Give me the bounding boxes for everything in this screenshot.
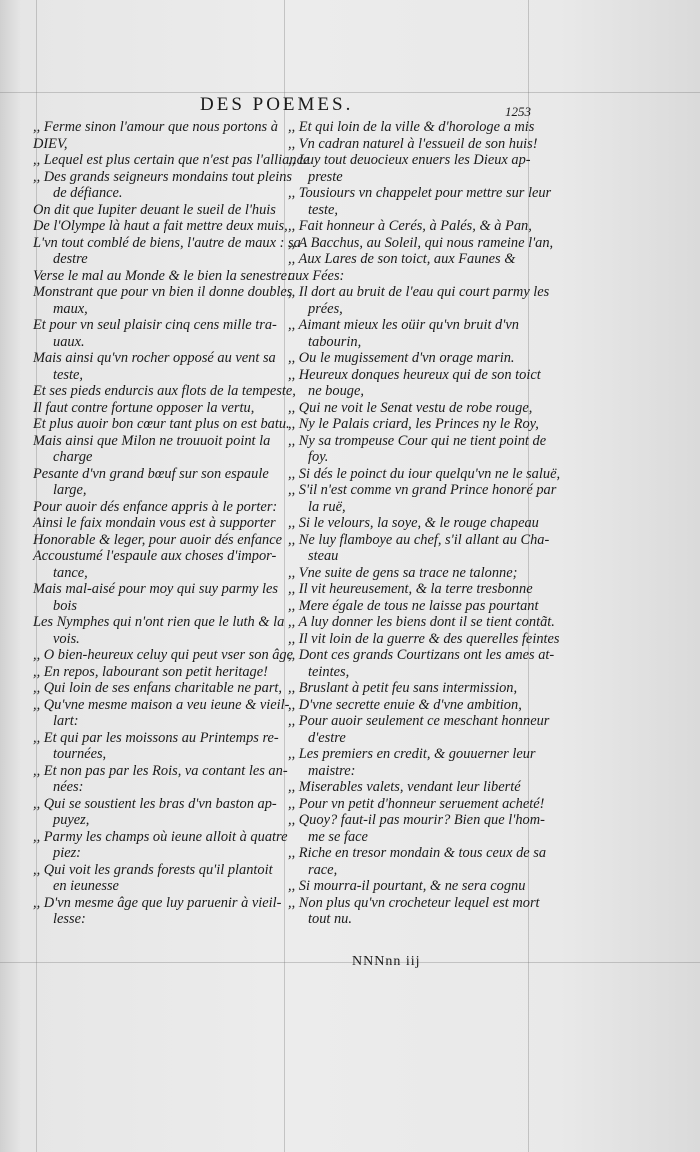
verse-line: maistre: [308, 762, 356, 779]
page-title: DES POEMES. [200, 94, 354, 115]
verse-line: L'vn tout comblé de biens, l'autre de maux : sa [33, 234, 301, 251]
verse-line: Monstrant que pour vn bien il donne doubles [33, 284, 293, 300]
verse-line: tance, [53, 564, 88, 581]
verse-line: ,, Il vit loin de la guerre & des querelles feintes [288, 630, 560, 647]
ruling-line [0, 92, 700, 93]
verse-line: Accoustumé l'espaule aux choses d'impor- [33, 548, 277, 564]
verse-line: ,, Non plus qu'vn crocheteur lequel est mort [288, 894, 540, 911]
verse-line: uaux. [53, 333, 85, 350]
verse-line: ,, Pour vn petit d'honneur seruement acheté! [288, 795, 545, 812]
verse-line: ,, Vn cadran naturel à l'essueil de son huis! [288, 135, 538, 152]
verse-line: d'estre [308, 729, 346, 746]
ruling-line [0, 962, 700, 963]
printer-signature: NNNnn iij [352, 954, 421, 969]
verse-line: ,, Ny le Palais criard, les Princes ny le Roy, [288, 416, 539, 432]
verse-line: ,, Et non pas par les Rois, va contant les an- [33, 762, 288, 779]
verse-line: ,, Des grands seigneurs mondains tout pleins [33, 168, 293, 185]
verse-line: Il faut contre fortune opposer la vertu, [33, 399, 255, 416]
verse-line: teste, [53, 366, 83, 383]
verse-line: lesse: [53, 911, 86, 927]
verse-line: la ruë, [308, 498, 346, 515]
verse-line: ,, Vne suite de gens sa trace ne talonne; [288, 564, 518, 581]
verse-line: Pour auoir dés enfance appris à le porter: [33, 498, 278, 515]
verse-line: maux, [53, 300, 88, 317]
verse-line: ,, O bien-heureux celuy qui peut vser son âge [33, 647, 294, 663]
verse-line: teintes, [308, 663, 350, 680]
verse-line: piez: [53, 845, 81, 861]
verse-line: ,, Si dés le poinct du iour quelqu'vn ne le saluë, [288, 465, 561, 482]
verse-line: ,, Lequel est plus certain que n'est pas l'alliance [33, 152, 310, 168]
verse-line: Pesante d'vn grand bœuf sur son espaule [33, 465, 269, 482]
verse-line: ,, Dont ces grands Courtizans ont les ames at- [288, 647, 555, 663]
right-text-column [288, 119, 561, 928]
verse-line: Et plus auoir bon cœur tant plus on est batu. [33, 416, 290, 432]
page-number: 1253 [505, 104, 531, 119]
verse-line: ,, Ne luy flamboye au chef, s'il allant au Cha- [288, 531, 550, 548]
verse-line: ,, Qui voit les grands forests qu'il plantoit [33, 861, 273, 878]
verse-line: ,, Mere égale de tous ne laisse pas pourtant [288, 597, 539, 614]
verse-line: ,, Qui se soustient les bras d'vn baston ap- [33, 795, 277, 812]
verse-line: ,, Fait honneur à Cerés, à Palés, & à Pan, [288, 218, 532, 234]
verse-line: puyez, [53, 812, 90, 828]
verse-line: Mais ainsi qu'vn rocher opposé au vent sa [33, 350, 276, 366]
verse-line: ,, S'il n'est comme vn grand Prince honoré par [288, 482, 557, 498]
verse-line: ,, D'vne secrette enuie & d'vne ambition, [288, 696, 522, 713]
verse-line: Verse le mal au Monde & le bien la senestre: [33, 267, 292, 284]
verse-line: ,, Si mourra-il pourtant, & ne sera cognu [288, 878, 526, 894]
verse-line: destre [53, 251, 88, 267]
verse-line: ,, Quoy? faut-il pas mourir? Bien que l'hom- [288, 812, 545, 828]
verse-line: steau [308, 548, 339, 564]
verse-line: teste, [308, 201, 338, 218]
verse-line: On dit que Iupiter deuant le sueil de l'huis [33, 201, 276, 218]
verse-line: vois. [53, 630, 80, 647]
verse-line: ,, Riche en tresor mondain & tous ceux de sa [288, 845, 547, 861]
verse-line: ,, Il vit heureusement, & la terre tresbonne [288, 581, 533, 597]
verse-line: ,, Ferme sinon l'amour que nous portons à [33, 119, 278, 135]
verse-line: ,, A Bacchus, au Soleil, qui nous rameine l'an, [288, 234, 554, 251]
verse-line: Ainsi le faix mondain vous est à supporter [33, 515, 276, 531]
verse-line: ,, Et qui loin de la ville & d'horologe a mis [288, 119, 535, 135]
verse-line: ,, Heureux donques heureux qui de son toict [288, 366, 541, 383]
verse-line: tournées, [53, 746, 107, 762]
verse-line: Et pour vn seul plaisir cinq cens mille tra- [33, 317, 277, 333]
verse-line: De l'Olympe là haut a fait mettre deux muis, [33, 218, 288, 234]
verse-line: tout nu. [308, 911, 352, 927]
verse-line: ,, Tousiours vn chappelet pour mettre sur leur [288, 185, 552, 201]
verse-line: ,, Il dort au bruit de l'eau qui court parmy les [288, 284, 550, 300]
verse-line: ,, Qui loin de ses enfans charitable ne part, [33, 680, 283, 696]
verse-line: charge [53, 449, 93, 465]
verse-line: Mais ainsi que Milon ne trouuoit point la [33, 432, 271, 449]
verse-line: aux Fées: [288, 267, 345, 284]
verse-line: en ieunesse [53, 878, 119, 894]
verse-line: ,, Ou le mugissement d'vn orage marin. [288, 350, 515, 366]
verse-line: Et ses pieds endurcis aux flots de la tempeste, [33, 383, 296, 399]
verse-line: ne bouge, [308, 383, 364, 399]
verse-line: ,, Ny sa trompeuse Cour qui ne tient point de [288, 432, 547, 449]
verse-line: de défiance. [53, 185, 123, 201]
verse-line: ,, Les premiers en credit, & gouuerner leur [288, 746, 536, 762]
verse-line: lart: [53, 713, 79, 729]
verse-line: race, [308, 861, 338, 878]
verse-line: ,, Pour auoir seulement ce meschant honneur [288, 713, 550, 729]
verse-line: ,, A luy donner les biens dont il se tient contãt. [288, 614, 555, 630]
verse-line: ,, Parmy les champs où ieune alloit à quatre [33, 828, 288, 845]
verse-line: ,, Luy tout deuocieux enuers les Dieux ap- [288, 152, 531, 168]
verse-line: DIEV, [33, 135, 68, 152]
verse-line: Les Nymphes qui n'ont rien que le luth & la [33, 614, 285, 630]
verse-line: Honorable & leger, pour auoir dés enfance [33, 531, 283, 548]
verse-line: foy. [308, 449, 329, 465]
verse-line: prées, [308, 300, 343, 317]
verse-line: ,, Bruslant à petit feu sans intermission, [288, 680, 518, 696]
verse-line: ,, Si le velours, la soye, & le rouge chapeau [288, 515, 539, 531]
verse-line: tabourin, [308, 333, 362, 350]
verse-line: ,, Miserables valets, vendant leur liberté [288, 779, 521, 795]
verse-line: ,, Aimant mieux les oüir qu'vn bruit d'vn [288, 317, 519, 333]
verse-line: ,, Aux Lares de son toict, aux Faunes & [288, 251, 516, 267]
verse-line: large, [53, 482, 87, 498]
verse-line: ,, D'vn mesme âge que luy paruenir à vieil- [33, 894, 282, 911]
verse-line: preste [308, 168, 343, 185]
verse-line: bois [53, 597, 77, 614]
left-text-column [33, 119, 310, 928]
verse-line: Mais mal-aisé pour moy qui suy parmy les [33, 581, 279, 597]
verse-line: ,, Qu'vne mesme maison a veu ieune & vieil- [33, 696, 290, 713]
verse-line: me se face [308, 828, 368, 845]
verse-line: nées: [53, 779, 84, 795]
verse-line: ,, Et qui par les moissons au Printemps re- [33, 729, 279, 746]
verse-line: ,, En repos, labourant son petit heritage! [33, 663, 268, 680]
verse-line: ,, Qui ne voit le Senat vestu de robe rouge, [288, 399, 533, 416]
